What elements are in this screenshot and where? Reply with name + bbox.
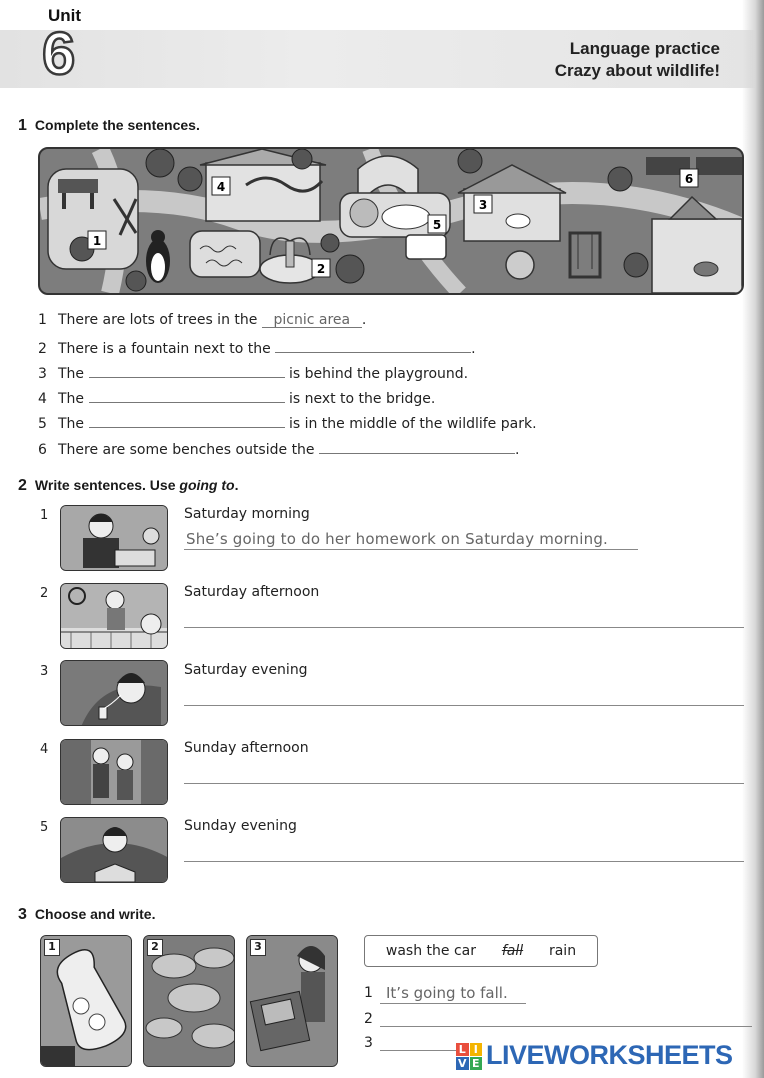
sentence-1: 1 There are lots of trees in the picnic area .: [38, 312, 367, 328]
answer-3-1[interactable]: It’s going to fall.: [386, 984, 508, 1002]
sentence-3: 3 The is behind the playground.: [38, 362, 468, 382]
answer-3-3-line: [380, 1050, 460, 1051]
reading-book-icon: [60, 817, 168, 883]
pond-icon: [190, 231, 260, 277]
unit-label: Unit: [48, 6, 82, 25]
exercise-1-number: 1: [18, 117, 27, 134]
girl-homework-icon: [60, 505, 168, 571]
row-4-line: [184, 783, 744, 784]
row-3-number: 3: [40, 664, 49, 679]
sentence-4: 4 The is next to the bridge.: [38, 387, 435, 407]
sentence-5: 5 The is in the middle of the wildlife park.: [38, 412, 537, 432]
liveworksheets-logo: [456, 1040, 733, 1071]
map-label-1: 1: [92, 234, 102, 248]
answer-3-1-line: [380, 1003, 526, 1004]
exercise-1-instruction: Complete the sentences.: [34, 117, 200, 133]
liveworksheets-wordmark: LIVEWORKSHEETS: [486, 1040, 733, 1070]
map-label-2: 2: [316, 262, 326, 276]
fountain-icon: [260, 238, 320, 283]
answer-blank-1[interactable]: picnic area: [262, 312, 362, 328]
row-1-number: 1: [40, 508, 49, 523]
answer-3-2-number: 2: [364, 1011, 373, 1027]
row-5-number: 5: [40, 820, 49, 835]
vase-picture: 1: [40, 935, 132, 1067]
exercise-2-heading: 2 Write sentences. Use going to.: [18, 477, 239, 494]
row-4-number: 4: [40, 742, 49, 757]
word-option-fall[interactable]: fall: [501, 943, 524, 959]
answer-3-2-line: [380, 1026, 752, 1027]
page-edge-shadow: [742, 0, 764, 1078]
sentence-2: 2 There is a fountain next to the .: [38, 337, 476, 357]
tennis-icon: [60, 583, 168, 649]
music-listening-icon: [60, 660, 168, 726]
answer-3-3-number: 3: [364, 1035, 373, 1051]
answer-blank-3[interactable]: [89, 362, 285, 378]
answer-blank-4[interactable]: [89, 387, 285, 403]
friends-walking-icon: [60, 739, 168, 805]
word-box: [364, 935, 598, 967]
row-2-label: Saturday afternoon: [184, 584, 320, 600]
map-label-3: 3: [478, 198, 488, 212]
title-line-1: Language practice: [569, 39, 720, 58]
row-5-label: Sunday evening: [184, 818, 297, 834]
row-3-line: [184, 705, 744, 706]
row-4-label: Sunday afternoon: [184, 740, 309, 756]
row-2-line: [184, 627, 744, 628]
exercise-3-heading: 3 Choose and write.: [18, 906, 156, 923]
page-title: [555, 38, 720, 82]
penguin-icon: [146, 230, 170, 283]
exercise-1-heading: [18, 117, 200, 135]
wildlife-park-map: [38, 147, 744, 295]
unit-number: 6: [42, 20, 76, 87]
sentence-6: 6 There are some benches outside the .: [38, 438, 519, 458]
row-1-answer[interactable]: She’s going to do her homework on Saturday morning.: [186, 530, 609, 548]
answer-blank-6[interactable]: [319, 438, 515, 454]
row-1-line: [184, 549, 638, 550]
liveworksheets-mark-icon: L I V E: [456, 1043, 482, 1069]
clouds-picture: 2: [143, 935, 235, 1067]
map-label-6: 6: [684, 172, 694, 186]
row-2-number: 2: [40, 586, 49, 601]
answer-blank-5[interactable]: [89, 412, 285, 428]
answer-3-1-number: 1: [364, 985, 373, 1001]
row-3-label: Saturday evening: [184, 662, 308, 678]
title-line-2: Crazy about wildlife!: [554, 61, 720, 80]
word-option-rain[interactable]: rain: [548, 943, 577, 959]
row-5-line: [184, 861, 744, 862]
car-washing-picture: 3: [246, 935, 338, 1067]
map-label-4: 4: [216, 180, 226, 194]
word-option-wash-the-car[interactable]: wash the car: [385, 943, 477, 959]
map-label-5: 5: [432, 218, 442, 232]
answer-blank-2[interactable]: [275, 337, 471, 353]
row-1-label: Saturday morning: [184, 506, 310, 522]
